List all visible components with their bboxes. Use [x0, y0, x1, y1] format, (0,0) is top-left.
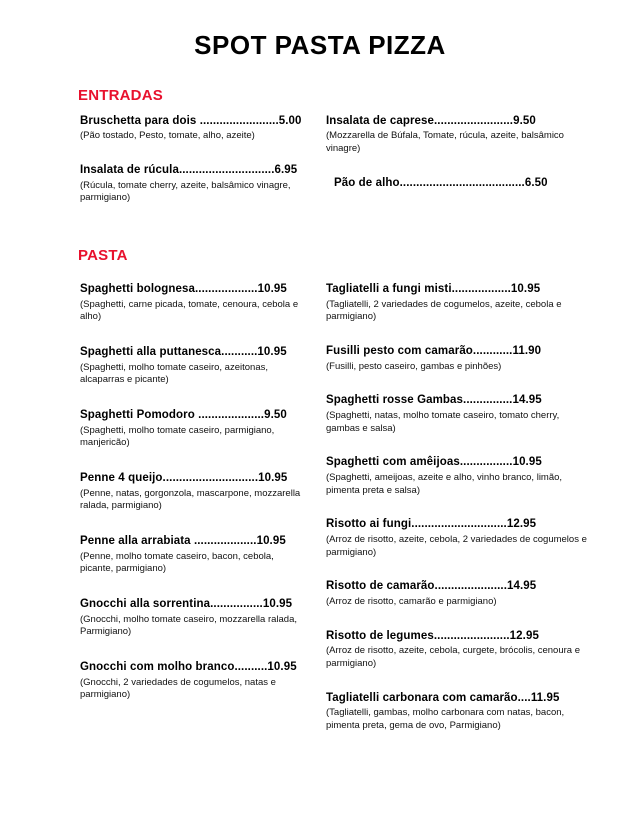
- menu-item-name: Spaghetti bolognesa...................10.95: [80, 283, 287, 296]
- menu-item-description: (Gnocchi, molho tomate caseiro, mozzarella ralada, Parmigiano): [80, 613, 298, 638]
- menu-item-description: (Tagliatelli, gambas, molho carbonara com natas, bacon, pimenta preta, gema de ovo, Parmigiano): [326, 706, 565, 731]
- section-heading-pasta: PASTA: [78, 247, 128, 265]
- menu-item: [80, 408, 306, 450]
- menu-item: [80, 345, 306, 387]
- menu-item: [326, 393, 590, 435]
- menu-item-description: (Spaghetti, carne picada, tomate, cenoura, cebola e alho): [80, 298, 299, 323]
- menu-item-name: Tagliatelli a fungi misti..................10.95: [326, 283, 541, 296]
- menu-item-name: Risotto de legumes.......................12.95: [326, 629, 539, 642]
- section-heading-entradas: ENTRADAS: [78, 87, 163, 104]
- menu-item-description: (Tagliatelli, 2 variedades de cogumelos, azeite, cebola e parmigiano): [326, 298, 562, 323]
- menu-item-description: (Spaghetti, ameijoas, azeite e alho, vinho branco, limão, pimenta preta e salsa): [326, 471, 563, 496]
- menu-item-name: Gnocchi com molho branco..........10.95: [80, 661, 297, 674]
- menu-item: [326, 176, 590, 190]
- menu-item-name: Insalata de caprese........................9.50: [326, 115, 536, 127]
- menu-item-description: (Gnocchi, 2 variedades de cogumelos, natas e parmigiano): [80, 676, 276, 701]
- menu-item: [326, 344, 590, 373]
- menu-item-description: (Fusilli, pesto caseiro, gambas e pinhões): [326, 360, 502, 372]
- menu-item-name: Pão de alho......................................6.50: [334, 177, 548, 189]
- menu-item-description: (Mozzarella de Búfala, Tomate, rúcula, azeite, balsâmico vinagre): [326, 130, 564, 155]
- menu-item: [80, 660, 306, 702]
- menu-item-name: Spaghetti com amêijoas................10.95: [326, 456, 542, 469]
- menu-item: [326, 579, 590, 608]
- menu-item-name: Fusilli pesto com camarão............11.90: [326, 345, 542, 358]
- menu-item: [80, 471, 306, 513]
- menu-item: [326, 517, 590, 559]
- menu-item-name: Spaghetti alla puttanesca...........10.95: [80, 346, 287, 359]
- entradas-columns: [40, 114, 600, 219]
- menu-item: [80, 114, 306, 143]
- menu-item-name: Penne 4 queijo.............................10.95: [80, 472, 288, 485]
- menu-item: [326, 455, 590, 497]
- menu-item-description: (Arroz de risotto, azeite, cebola, curgete, brócolis, cenoura e parmigiano): [326, 644, 580, 669]
- menu-item: [326, 114, 590, 156]
- entradas-right-column: [320, 114, 600, 219]
- menu-item-description: (Penne, natas, gorgonzola, mascarpone, mozzarella ralada, parmigiano): [80, 487, 301, 512]
- menu-item-name: Gnocchi alla sorrentina................10.95: [80, 598, 293, 611]
- menu-item-name: Tagliatelli carbonara com camarão....11.95: [326, 691, 560, 704]
- menu-item-name: Spaghetti Pomodoro ....................9.50: [80, 409, 287, 422]
- menu-item: [80, 282, 306, 324]
- page-title: SPOT PASTA PIZZA: [194, 30, 446, 60]
- menu-item-name: Insalata de rúcula.............................6.95: [80, 164, 298, 177]
- menu-item-name: Risotto de camarão......................14.95: [326, 580, 537, 593]
- menu-item: [80, 534, 306, 576]
- menu-item: [326, 629, 590, 671]
- menu-item-description: (Spaghetti, molho tomate caseiro, parmigiano, manjericão): [80, 424, 275, 449]
- menu-item-description: (Penne, molho tomate caseiro, bacon, cebola, picante, parmigiano): [80, 550, 274, 575]
- pasta-columns: [40, 282, 600, 752]
- menu-item: [326, 691, 590, 733]
- pasta-left-column: [40, 282, 320, 752]
- menu-item: [80, 163, 306, 205]
- menu-item-description: (Rúcula, tomate cherry, azeite, balsâmico vinagre, parmigiano): [80, 179, 291, 204]
- entradas-left-column: [40, 114, 320, 219]
- menu-item-name: Risotto ai fungi.............................12.95: [326, 518, 537, 531]
- menu-item-description: (Arroz de risotto, azeite, cebola, 2 variedades de cogumelos e parmigiano): [326, 533, 587, 558]
- menu-item-description: (Pão tostado, Pesto, tomate, alho, azeite): [80, 130, 255, 142]
- menu-item: [80, 597, 306, 639]
- menu-item-description: (Spaghetti, natas, molho tomate caseiro, tomato cherry, gambas e salsa): [326, 409, 560, 434]
- menu-item-description: (Spaghetti, molho tomate caseiro, azeitonas, alcaparras e picante): [80, 361, 268, 386]
- menu-item-name: Spaghetti rosse Gambas...............14.95: [326, 394, 542, 407]
- pasta-right-column: [320, 282, 600, 752]
- menu-item-description: (Arroz de risotto, camarão e parmigiano): [326, 595, 497, 607]
- menu-item: [326, 282, 590, 324]
- menu-item-name: Penne alla arrabiata ...................10.95: [80, 535, 286, 548]
- menu-item-name: Bruschetta para dois ........................5.00: [80, 115, 302, 127]
